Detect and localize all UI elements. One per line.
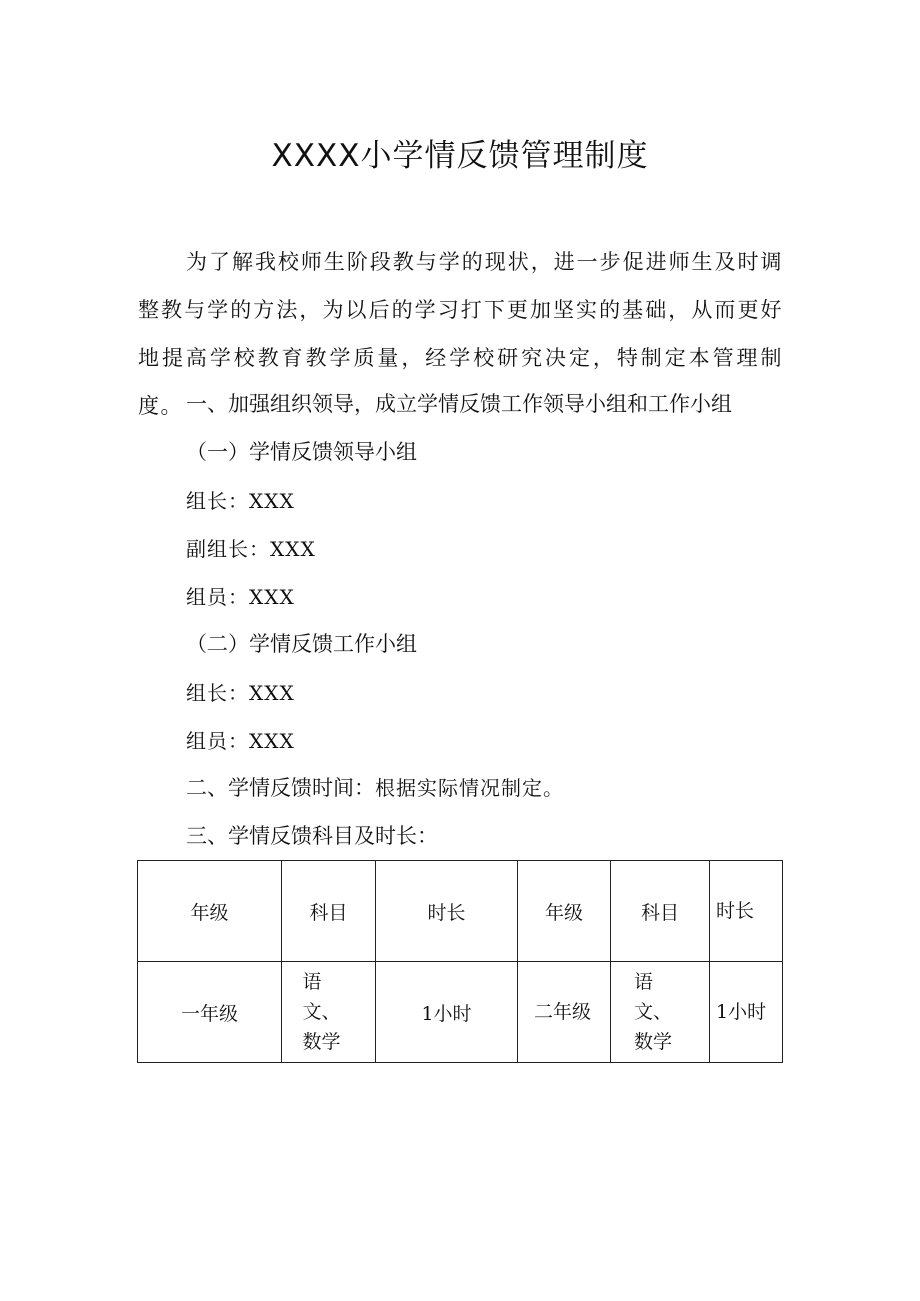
section2-line (186, 772, 564, 802)
section3-heading: 三、学情反馈科目及时长： (186, 824, 438, 848)
leading-group-leader: 组长：XXX (186, 489, 295, 513)
cell-grade-1: 一年级 (138, 962, 282, 1063)
document-title: XXXX小学情反馈管理制度 (271, 138, 649, 174)
header-subject-1: 科目 (282, 861, 376, 962)
leading-group-members: 组员：XXX (186, 585, 295, 609)
cell-duration-2: 1小时 (710, 962, 783, 1063)
intro-paragraph: 为了解我校师生阶段教与学的现状，进一步促进师生及时调整教与学的方法，为以后的学习打下更加坚实的基础，从而更好地提高学校教育教学质量，经学校研究决定，特制定本管理制度。 (138, 250, 783, 418)
section2-text: 根据实际情况制定。 (375, 776, 564, 800)
working-group-members: 组员：XXX (186, 729, 295, 753)
leading-group-heading: （一）学情反馈领导小组 (186, 440, 417, 464)
cell-grade-2: 二年级 (518, 962, 611, 1063)
header-grade-1: 年级 (138, 861, 282, 962)
working-group-heading: （二）学情反馈工作小组 (186, 632, 417, 656)
cell-subject-2: 语文、数学 (611, 962, 710, 1063)
table-row (138, 962, 783, 1063)
cell-duration-1: 1小时 (376, 962, 518, 1063)
cell-subject-1: 语文、数学 (282, 962, 376, 1063)
working-group-leader: 组长：XXX (186, 681, 295, 705)
leading-group-deputy: 副组长：XXX (186, 537, 316, 561)
header-duration-2: 时长 (710, 861, 783, 962)
section2-heading: 二、学情反馈时间： (186, 776, 375, 800)
subject-duration-table (137, 860, 783, 1063)
table-header-row (138, 861, 783, 962)
header-grade-2: 年级 (518, 861, 611, 962)
section1-heading: 一、加强组织领导，成立学情反馈工作领导小组和工作小组 (186, 392, 732, 416)
header-duration-1: 时长 (376, 861, 518, 962)
header-subject-2: 科目 (611, 861, 710, 962)
